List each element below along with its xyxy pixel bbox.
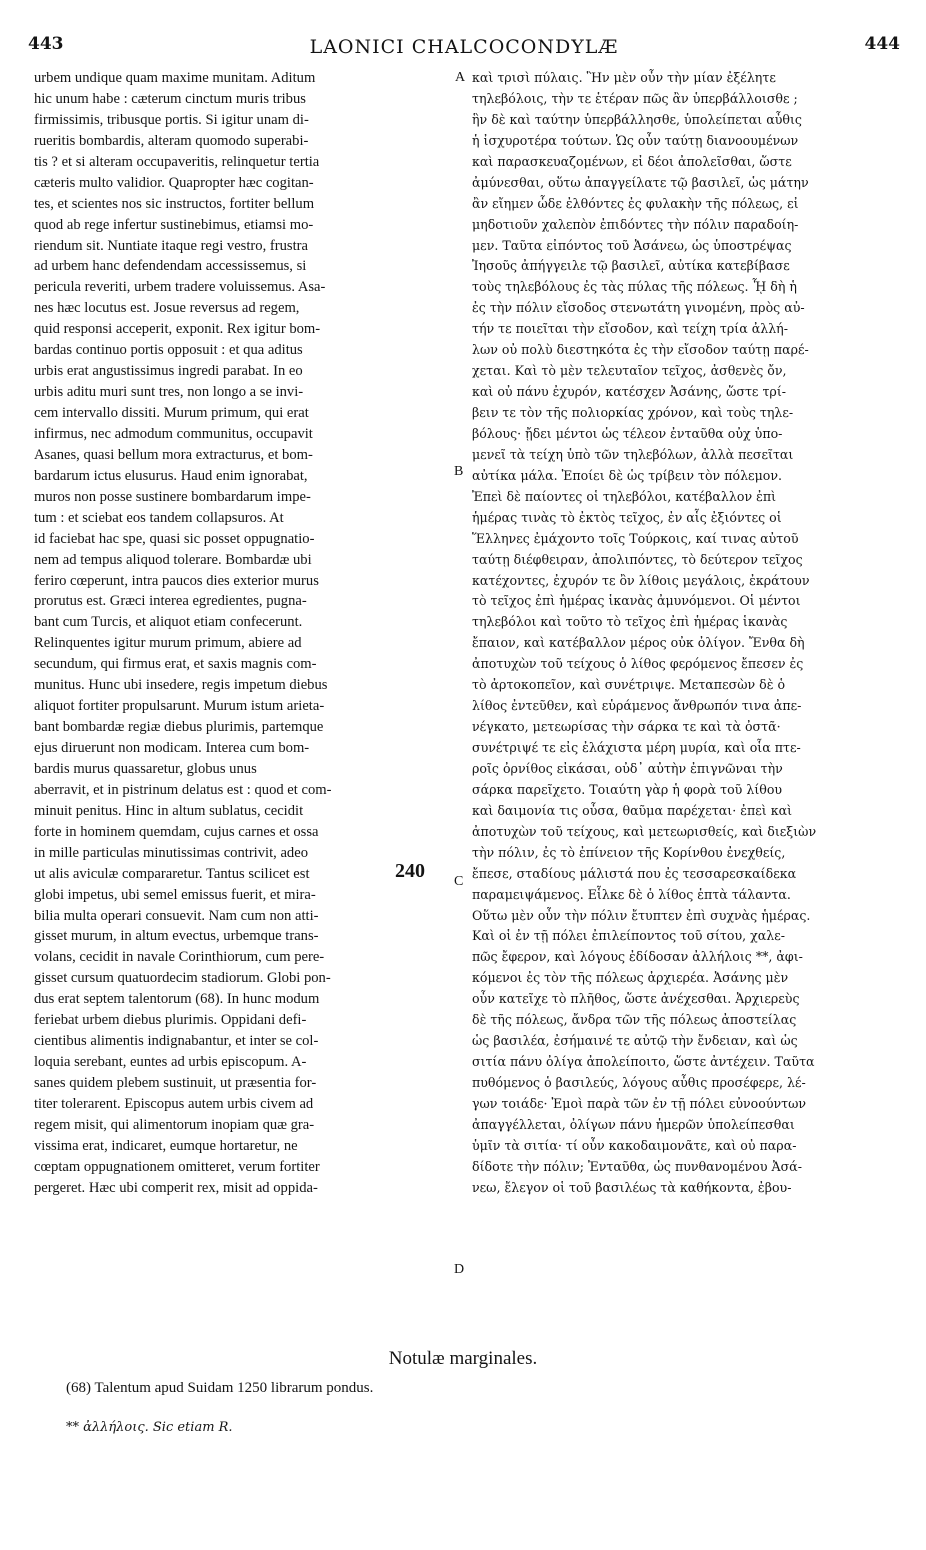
latin-line: cœptam oppugnationem omitteret, verum fortiter	[34, 1158, 320, 1175]
latin-line: volans, cecidit in navale Corinthiorum, cum pere-	[34, 949, 325, 966]
greek-line: βειν τε τὸν τῆς πολιορκίας χρόνον, καὶ τοὺς τηλε-	[472, 405, 794, 420]
greek-line: Οὕτω μὲν οὖν τὴν πόλιν ἔτυπτεν ἐπὶ συχνὰς ἡμέρας.	[472, 907, 811, 923]
greek-line: λων οὐ πολὺ διεστηκότα ἐς τὴν εἴσοδον ταύτῃ παρέ-	[472, 342, 809, 358]
latin-line: muros non posse sustinere bombardarum impe-	[34, 488, 311, 505]
greek-line: ροῖς ὀρνίθος εἰκάσαι, οὐδ᾽ αὐτὴν ἐπιγνῶναι τὴν	[472, 760, 783, 776]
latin-line: urbis erat angustissimus ingredi parabat. In eo	[34, 363, 303, 380]
greek-line: τήν τε ποιεῖται τὴν εἴσοδον, καὶ τείχη τρία ἀλλή-	[472, 321, 788, 337]
latin-line: quid responsi acceperit, exponit. Rex igitur bom-	[34, 321, 321, 338]
latin-line: tes, et scientes nos sic instructos, fortiter bellum	[34, 195, 315, 212]
greek-line: σιτία πάνυ ὀλίγα ἀπολείποιτο, ὥστε ἀντέχειν. Ταῦτα	[472, 1054, 815, 1070]
latin-line: aliquot fortiter propulsarunt. Murum istum arieta-	[34, 698, 325, 715]
latin-line: ut alis aviculæ compararetur. Tantus scilicet est	[34, 865, 310, 882]
latin-line: minuit penitus. Hinc in altum sublatus, cecidit	[34, 802, 304, 819]
greek-line: ταύτῃ διέφθειραν, ἀπολιπόντες, τὸ δεύτερον τεῖχος	[472, 551, 803, 567]
latin-line: Relinquentes igitur murum primum, abiere ad	[34, 635, 302, 652]
greek-line: ὡς βασιλέα, ἐσήμαινέ τε αὐτῷ τὴν ἔνδειαν, καὶ ὡς	[472, 1033, 798, 1049]
greek-line: ἀμύνεσθαι, οὕτω ἀπαγγείλατε τῷ βασιλεῖ, ὡς μάτην	[472, 174, 809, 190]
latin-line: firmissimis, tribusque portis. Si igitur unam di-	[34, 111, 309, 128]
margin-marker-c: C	[454, 874, 464, 889]
greek-line: ἡ ἰσχυροτέρα τούτων. Ὡς οὖν ταύτῃ διανοουμένων	[472, 132, 799, 148]
margin-marker-a: A	[455, 70, 466, 85]
greek-line: τὸ τεῖχος ἐπὶ ἡμέρας ἱκανὰς ἀμυνόμενοι. Οἱ μέντοι	[472, 593, 801, 609]
column-number: 240	[395, 860, 425, 882]
latin-line: aberravit, et in pistrinum delatus est : quod et com-	[34, 781, 332, 798]
greek-line: κατέχοντες, ἐχυρόν τε ὂν λίθοις μεγάλοις, ἐκράτουν	[472, 572, 810, 588]
footnote-star: ** ἀλλήλοις. Sic etiam R.	[66, 1420, 233, 1435]
greek-line: τὴν πόλιν, ἐς τὸ ἐπίνειον τῆς Κορίνθου ἐνεχθείς,	[472, 844, 786, 860]
latin-line: ad urbem hanc defendendam accessissemus, si	[34, 258, 307, 275]
greek-line: Ἐπεὶ δὲ παίοντες οἱ τηλεβόλοι, κατέβαλλον ἐπὶ	[472, 488, 777, 504]
greek-line: γων τοιάδε· Ἐμοὶ παρὰ τῶν ἐν τῇ πόλει εὐνοούντων	[472, 1095, 807, 1111]
latin-line: nes hæc locutus est. Josue reversus ad regem,	[34, 300, 300, 317]
greek-line: Ἰησοῦς ἀπήγγειλε τῷ βασιλεῖ, αὐτίκα κατεβίβασε	[472, 258, 790, 274]
greek-line: ἀπαγγέλλεται, ὀλίγων πάνυ ἡμερῶν ὑπολείπεσθαι	[472, 1116, 795, 1132]
greek-line: καὶ οὐ πάνυ ἐχυρόν, κατέσχεν Ἀσάνης, ὥστε τρί-	[472, 384, 787, 400]
latin-line: munitus. Hunc ubi insedere, regis impetum diebus	[34, 677, 328, 694]
latin-line: in mille particulas minutissimas contrivit, adeo	[34, 844, 308, 861]
greek-line: Καὶ οἱ ἐν τῇ πόλει ἐπιλείποντος τοῦ σίτου, χαλε-	[472, 928, 786, 944]
footnote-68: (68) Talentum apud Suidam 1250 librarum pondus.	[66, 1380, 374, 1396]
greek-line: αὐτίκα μάλα. Ἐποίει δὲ ὡς τρίβειν τὸν πόλεμον.	[472, 467, 783, 483]
greek-line: τηλεβόλοι καὶ τοῦτο τὸ τεῖχος ἐπὶ ἡμέρας ἱκανὰς	[472, 614, 788, 630]
latin-line: cem intervallo dissiti. Murum primum, qui erat	[34, 405, 309, 421]
running-header	[28, 34, 900, 62]
latin-line: dus erat septem talentorum (68). In hunc modum	[34, 991, 320, 1008]
latin-line: prorutus est. Græci interea egredientes, pugna-	[34, 593, 307, 610]
greek-line: οὖν κατεῖχε τὸ πλῆθος, ὥστε ἀνέχεσθαι. Ἀρχιερεὺς	[472, 991, 800, 1007]
greek-line: ἔπαιον, καὶ κατέβαλλον μέρος οὐκ ὀλίγον. Ἔνθα δὴ	[472, 635, 805, 651]
latin-line: nem ad tempus aliquod tolerare. Bombardæ ubi	[34, 551, 312, 568]
latin-line: tis ? et si alteram occupaveritis, relinquetur tertia	[34, 153, 320, 170]
page-number-left: 443	[28, 34, 64, 54]
greek-column	[472, 68, 892, 1199]
greek-line: καὶ παρασκευαζομένων, εἰ δέοι ἀπολεῖσθαι, ὥστε	[472, 153, 792, 169]
latin-line: bilia multa operari consuevit. Nam cum non atti-	[34, 907, 319, 924]
greek-line: παραμειψάμενος. Εἷλκε δὲ ὁ λίθος ἑπτὰ τάλαντα.	[472, 886, 791, 902]
latin-line: pergeret. Hæc ubi comperit rex, misit ad oppida-	[34, 1179, 318, 1196]
greek-line: καὶ δαιμονία τις οὖσα, θαῦμα παρέχεται· ἐπεὶ καὶ	[472, 802, 793, 818]
latin-line: cæteris multo validior. Quapropter hæc cogitan-	[34, 174, 314, 191]
greek-line: δίδοτε τὴν πόλιν; Ἐνταῦθα, ὡς πυνθανομένου Ἀσά-	[472, 1158, 802, 1174]
greek-line: νεω, ἔλεγον οἱ τοῦ βασιλέως τὰ καθήκοντα, ἐβου-	[472, 1179, 792, 1195]
latin-line: Asanes, quasi bellum mora extracturus, et bom-	[34, 446, 313, 463]
greek-line: καὶ τρισὶ πύλαις. Ἣν μὲν οὖν τὴν μίαν ἐξέλητε	[472, 70, 776, 85]
latin-line: feriebat urbem diebus plurimis. Oppidani defi-	[34, 1012, 307, 1029]
latin-line: bant bombardæ regiæ diebus plurimis, partemque	[34, 719, 324, 736]
latin-line: gisset cursum quatuordecim stadiorum. Globi pon-	[34, 970, 331, 987]
latin-line: bant cum Turcis, et aliquot etiam confecerunt.	[34, 614, 303, 631]
greek-line: κόμενοι ἐς τὸν τῆς πόλεως ἀρχιερέα. Ἀσάνης μὲν	[472, 970, 789, 986]
latin-line: pericula reveriti, urbem tradere voluissemus. Asa-	[34, 279, 326, 296]
latin-line: cientibus alimentis indignabantur, et inter se col-	[34, 1033, 319, 1050]
latin-line: bardarum ictus elusurus. Haud enim ignorabat,	[34, 467, 308, 484]
greek-line: ἔπεσε, σταδίους μάλιστά που ἐς τεσσαρεσκαίδεκα	[472, 865, 797, 881]
greek-line: τὸ ἀρτοκοπεῖον, καὶ συνέτριψε. Μεταπεσὼν δὲ ὁ	[472, 677, 786, 693]
greek-line: ἀποτυχὼν τοῦ τείχους ὁ λίθος φερόμενος ἔπεσεν ἐς	[472, 656, 804, 672]
latin-line: forte in hominem quemdam, cujus carnes et ossa	[34, 823, 319, 840]
latin-line: urbem undique quam maxime munitam. Aditum	[34, 70, 316, 86]
greek-line: σάρκα παρεῖχετο. Τοιαύτη γὰρ ἡ φορὰ τοῦ λίθου	[472, 781, 783, 797]
latin-line: tum : et sciebat eos tandem collapsuros. At	[34, 509, 284, 526]
greek-line: μηδοτιοῦν χαλεπὸν ἐπιδόντες τὴν πόλιν παραδοίη-	[472, 216, 799, 232]
latin-line: ejus diruerunt non modicam. Interea cum bom-	[34, 740, 310, 756]
latin-line: infirmus, nec admodum communitus, occupavit	[34, 425, 313, 442]
greek-line: τηλεβόλοις, τὴν τε ἑτέραν πῶς ἂν ὑπερβάλλοισθε ;	[472, 90, 798, 106]
latin-line: vissima erat, indicaret, eumque hortaretur, ne	[34, 1137, 298, 1154]
latin-line: urbis aditu muri sunt tres, non longo a se invi-	[34, 384, 304, 401]
latin-line: globi impetus, ubi semel emissus fuerit, et mira-	[34, 886, 316, 903]
greek-line: χεται. Καὶ τὸ μὲν τελευταῖον τεῖχος, ἀσθενὲς ὄν,	[472, 363, 787, 379]
notes-title: Notulæ marginales.	[388, 1348, 538, 1369]
greek-line: τοὺς τηλεβόλους ἐς τὰς πύλας τῆς πόλεως. ᾟ δὴ ἡ	[472, 279, 797, 295]
greek-line: μεν. Ταῦτα εἰπόντος τοῦ Ἀσάνεω, ὡς ὑποστρέψας	[472, 237, 792, 253]
latin-line: bardas continuo portis opposuit : et qua aditus	[34, 342, 303, 359]
running-title: LAONICI CHALCOCONDYLÆ	[309, 36, 619, 58]
latin-line: loquia serebant, euntes ad urbis episcopum. A-	[34, 1054, 307, 1071]
latin-line: regem misit, qui alimentorum inopiam quæ gra-	[34, 1116, 315, 1133]
margin-marker-b: B	[454, 464, 464, 479]
margin-marker-d: D	[454, 1262, 465, 1277]
latin-line: riendum sit. Nuntiate itaque regi vestro, frustra	[34, 237, 308, 254]
greek-line: ἂν εἴημεν ὧδε ἐλθόντες ἐς φυλακὴν τῆς πόλεως, εἰ	[472, 195, 799, 211]
greek-line: νέγκατο, μετεωρίσας τὴν σάρκα τε καὶ τὰ ὀστᾶ·	[472, 719, 781, 735]
greek-line: πυθόμενος ὁ βασιλεύς, λόγους αὖθις προσέφερε, λέ-	[472, 1075, 806, 1090]
greek-line: λίθος ἐντεῦθεν, καὶ εὑράμενος ἄνθρωπόν τινα ἀπε-	[472, 698, 802, 714]
greek-line: ὑμῖν τὰ σιτία· τί οὖν κακοδαιμονᾶτε, καὶ οὐ παρα-	[472, 1137, 797, 1153]
latin-line: id faciebat hac spe, quasi sic posset oppugnatio-	[34, 530, 315, 547]
latin-line: secundum, qui firmus erat, et saxis magnis com-	[34, 656, 317, 673]
greek-line: Ἕλληνες ἐμάχοντο τοῖς Τούρκοις, καί τινας αὐτοῦ	[472, 530, 799, 546]
greek-line: ἡμέρας τινὰς τὸ ἐκτὸς τεῖχος, ἐν αἷς ἐξιόντες οἱ	[472, 509, 782, 525]
greek-line: πῶς ἔφερον, καὶ λόγους ἐδίδοσαν ἀλλήλοις **, ἀφι-	[472, 949, 803, 965]
latin-line: bardis murus quassaretur, globus unus	[34, 760, 257, 777]
latin-line: sanes quidem plebem sustinuit, ut præsentia for-	[34, 1075, 317, 1091]
page-number-right: 444	[864, 34, 900, 54]
latin-column	[34, 68, 454, 1199]
greek-line: ἀποτυχὼν τοῦ τείχους, καὶ μετεωρισθείς, καὶ διεξιὼν	[472, 823, 817, 839]
latin-line: quod ab rege infertur sustinebimus, etiamsi mo-	[34, 216, 314, 233]
latin-line: hic unum habe : cæterum cinctum muris tribus	[34, 90, 306, 107]
greek-line: δὲ τῆς πόλεως, ἄνδρα τῶν τῆς πόλεως ἀποστείλας	[472, 1012, 797, 1028]
greek-line: βόλους· ᾔδει μέντοι ὡς τέλεον ἐνταῦθα οὐχ ὑπο-	[472, 425, 783, 441]
latin-line: titer tolerarent. Episcopus autem urbis civem ad	[34, 1095, 314, 1112]
greek-line: ἣν δὲ καὶ ταύτην ὑπερβάλλησθε, ὑπολείπεται αὖθις	[472, 111, 802, 127]
latin-line: feriro cœperunt, intra paucos dies exterior murus	[34, 572, 319, 589]
latin-line: gisset murum, in altum evectus, urbemque trans-	[34, 928, 319, 945]
greek-line: μενεῖ τὰ τείχη ὑπὸ τῶν τηλεβόλων, ἀλλὰ πεσεῖται	[472, 446, 794, 462]
greek-line: συνέτριψέ τε εἰς ἐλάχιστα μέρη μυρία, καὶ οἷα πτε-	[472, 740, 801, 755]
greek-line: ἐς τὴν πόλιν εἴσοδος στενωτάτη γινομένη, πρὸς αὐ-	[472, 300, 805, 316]
latin-line: rueritis bombardis, alteram quomodo superabi-	[34, 132, 309, 149]
